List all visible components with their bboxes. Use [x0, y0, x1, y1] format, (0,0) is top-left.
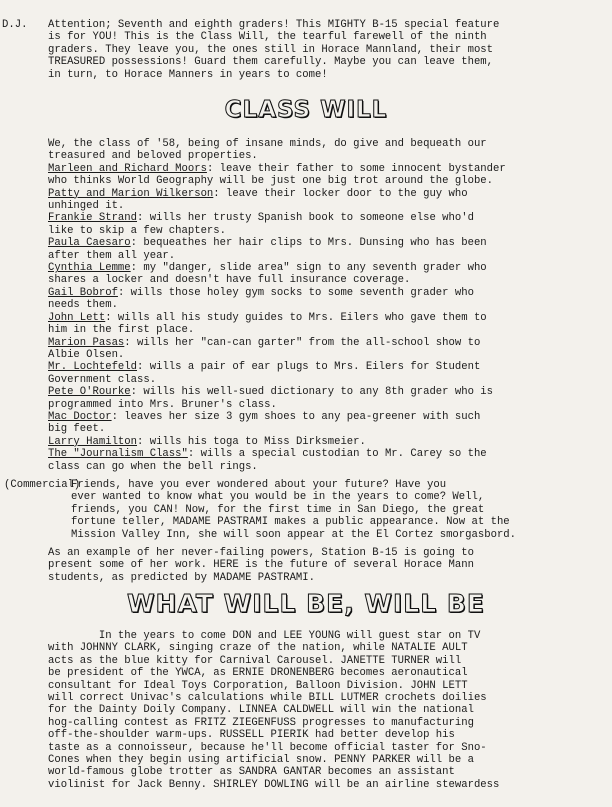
will-entry-line: [48, 436, 506, 448]
will-entry-text: treasured and beloved properties.: [48, 150, 258, 163]
will-entry-line: [48, 237, 506, 249]
will-entry-line: [48, 299, 506, 311]
will-entry-text: : wills a pair of ear plugs to Mrs. Eilers for Student: [137, 361, 481, 374]
future-line: Cones when they begin using artificial snow. PENNY PARKER will be a: [48, 754, 474, 767]
will-entry-text: unhinged it.: [48, 200, 125, 213]
commercial-line: friends, you CAN! Now, for the first time in San Diego, the great: [71, 503, 485, 516]
margin-label-dj: D.J.: [2, 19, 28, 31]
will-entry-text: after them all year.: [48, 249, 176, 262]
will-entry-text: Albie Olsen.: [48, 348, 125, 361]
bequeather-name: Paula Caesaro: [48, 237, 131, 250]
will-entry-line: [48, 212, 506, 224]
future-line: violinist for Jack Benny. SHIRLEY DOWLING will be an airline stewardess: [48, 778, 500, 791]
intro-line: in turn, to Horace Manners in years to come!: [48, 68, 328, 81]
will-entry-text: needs them.: [48, 299, 118, 312]
will-entry-text: : wills his well-sued dictionary to any 8th grader who is: [130, 386, 494, 399]
future-line: In the years to come DON and LEE YOUNG will guest star on TV: [48, 630, 481, 642]
will-entry-text: Government class.: [48, 373, 157, 386]
bequeather-name: John Lett: [48, 311, 106, 324]
will-entry-line: [48, 324, 506, 336]
will-entry-line: [48, 461, 506, 473]
will-entry-text: class can go when the bell rings.: [48, 460, 258, 473]
bequeather-name: Cynthia Lemme: [48, 262, 131, 275]
example-line: As an example of her never-failing powers, Station B-15 is going to: [48, 547, 474, 559]
future-line: with JOHNNY CLARK, singing craze of the nation, while NATALIE AULT: [48, 642, 468, 655]
will-entry-text: : wills a special custodian to Mr. Carey so the: [187, 448, 487, 461]
will-entry-line: [48, 150, 506, 162]
example-line: present some of her work. HERE is the future of several Horace Mann: [48, 559, 474, 572]
commercial-line: Mission Valley Inn, she will soon appear at the El Cortez smorgasbord.: [71, 528, 517, 541]
will-entry-text: programmed into Mrs. Bruner's class.: [48, 398, 277, 411]
will-entry-text: like to skip a few chapters.: [48, 224, 227, 237]
future-line: consultant for Ideal Toys Corporation, Balloon Division. JOHN LETT: [48, 679, 468, 692]
class-will-list: [48, 138, 506, 473]
will-entry-text: : wills his toga to Miss Dirksmeier.: [137, 435, 366, 448]
will-entry-line: [48, 262, 506, 274]
bequeather-name: Marion Pasas: [48, 336, 125, 349]
intro-line: Attention; Seventh and eighth graders! This MIGHTY B-15 special feature: [48, 19, 500, 31]
class-will-heading-text: CLASS WILL: [224, 97, 388, 123]
will-entry-text: : wills her "can-can garter" from the all-school show to: [124, 336, 481, 349]
intro-line: is for YOU! This is the Class Will, the tearful farewell of the ninth: [48, 31, 487, 44]
will-entry-text: : wills all his study guides to Mrs. Eilers who gave them to: [105, 311, 487, 324]
will-entry-line: [48, 349, 506, 361]
will-entry-text: : my "danger, slide area" sign to any seventh grader who: [130, 262, 487, 275]
bequeather-name: Frankie Strand: [48, 212, 138, 225]
will-entry-text: shares a locker and doesn't have full insurance coverage.: [48, 274, 411, 287]
will-entry-line: [48, 411, 506, 423]
class-will-heading: [0, 97, 612, 123]
bequeather-name: Mr. Lochtefeld: [48, 361, 138, 374]
bequeather-name: Pete O'Rourke: [48, 386, 131, 399]
future-line: for the Dainty Doily Company. LINNEA CALDWELL will win the national: [48, 704, 474, 717]
future-line: off-the-shoulder warm-ups. RUSSELL PIERIK had better develop his: [48, 729, 455, 742]
will-entry-text: big feet.: [48, 423, 106, 436]
what-will-be-heading-text: WHAT WILL BE, WILL BE: [126, 589, 485, 618]
will-entry-line: [48, 250, 506, 262]
commercial-line: fortune teller, MADAME PASTRAMI makes a public appearance. Now at the: [71, 516, 510, 529]
future-line: be president of the YWCA, as ERNIE DRONENBERG becomes aeronautical: [48, 667, 468, 680]
example-paragraph: [48, 547, 474, 584]
will-entry-line: [48, 225, 506, 237]
will-entry-line: [48, 337, 506, 349]
will-entry-line: [48, 188, 506, 200]
intro-line: graders. They leave you, the ones still in Horace Mannland, their most: [48, 43, 494, 56]
will-entry-line: [48, 423, 506, 435]
bequeather-name: Gail Bobrof: [48, 286, 118, 299]
will-entry-text: who thinks World Geography will be just one big trot around the globe.: [48, 175, 494, 188]
future-line: will correct Univac's calculations while BILL LUTMER crochets doilies: [48, 692, 487, 705]
will-entry-line: [48, 163, 506, 175]
future-line: hog-calling contest as FRITZ ZIEGENFUSS progresses to manufacturing: [48, 716, 474, 729]
will-entry-line: [48, 200, 506, 212]
will-entry-line: [48, 448, 506, 460]
will-entry-line: [48, 399, 506, 411]
will-entry-text: : wills those holey gym socks to some seventh grader who: [117, 286, 474, 299]
future-line: acts as the blue kitty for Carnival Carousel. JANETTE TURNER will: [48, 654, 462, 667]
future-line: taste as a connoisseur, because he'll become official taster for Sno-: [48, 741, 487, 754]
will-entry-line: [48, 361, 506, 373]
will-entry-line: [48, 312, 506, 324]
will-entry-text: him in the first place.: [48, 324, 195, 337]
will-entry-text: : bequeathes her hair clips to Mrs. Dunsing who has been: [130, 237, 487, 250]
bequeather-name: Mac Doctor: [48, 410, 112, 423]
will-entry-text: : leave their father to some innocent bystander: [206, 162, 506, 175]
bequeather-name: Marleen and Richard Moors: [48, 162, 207, 175]
bequeather-name: Patty and Marion Wilkerson: [48, 187, 214, 200]
commercial-line: ever wanted to know what you would be in the years to come? Well,: [71, 491, 485, 504]
will-entry-line: [48, 287, 506, 299]
will-entry-line: [48, 175, 506, 187]
what-will-be-heading: [0, 590, 612, 618]
will-entry-line: [48, 386, 506, 398]
intro-paragraph: [48, 19, 499, 81]
commercial-paragraph: [71, 479, 516, 541]
example-line: students, as predicted by MADAME PASTRAMI.: [48, 571, 316, 584]
will-entry-line: [48, 374, 506, 386]
intro-line: TREASURED possessions! Guard them carefully. Maybe you can leave them,: [48, 56, 494, 69]
margin-label-commercial: (Commercial): [4, 479, 81, 491]
bequeather-name: The "Journalism Class": [48, 448, 188, 461]
will-entry-text: : leave their locker door to the guy who: [213, 187, 468, 200]
bequeather-name: Larry Hamilton: [48, 435, 138, 448]
will-entry-text: : wills her trusty Spanish book to someone else who'd: [137, 212, 474, 225]
commercial-line: Friends, have you ever wondered about your future? Have you: [71, 479, 447, 491]
will-entry-text: : leaves her size 3 gym shoes to any pea-greener with such: [111, 410, 481, 423]
future-line: world-famous globe trotter as SANDRA GANTAR becomes an assistant: [48, 766, 455, 779]
will-entry-text: We, the class of '58, being of insane minds, do give and bequeath our: [48, 138, 487, 150]
future-paragraph: [48, 630, 499, 791]
will-entry-line: [48, 138, 506, 150]
will-entry-line: [48, 274, 506, 286]
